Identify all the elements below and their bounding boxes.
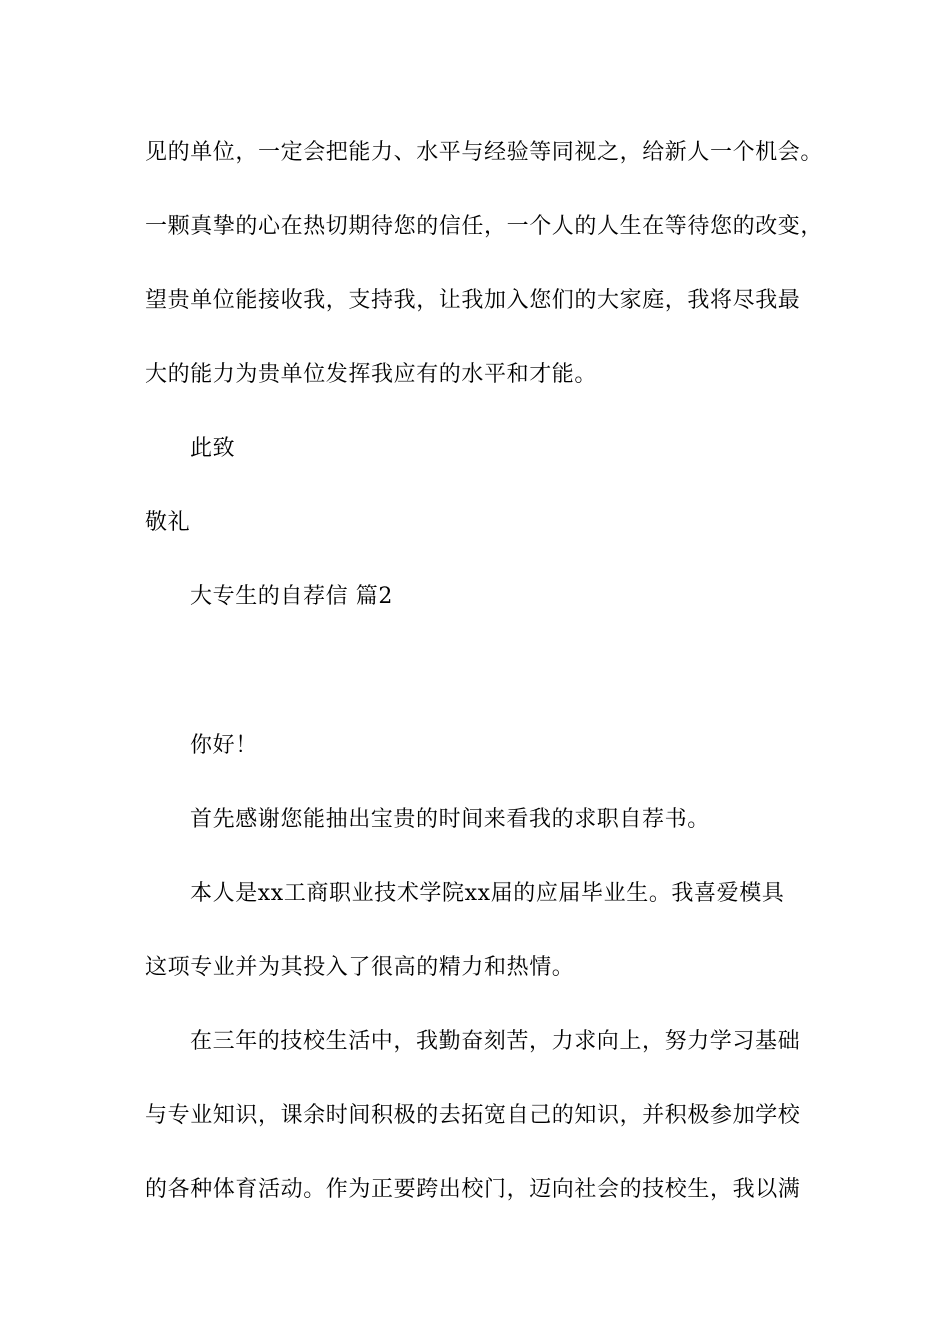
greeting: 你好！ <box>190 733 258 758</box>
paragraph-line: 一颗真挚的心在热切期待您的信任，一个人的人生在等待您的改变， <box>145 214 824 239</box>
paragraph-line: 这项专业并为其投入了很高的精力和热情。 <box>145 955 575 980</box>
paragraph-line: 大的能力为贵单位发挥我应有的水平和才能。 <box>145 362 598 387</box>
closing-salutation: 此致 <box>190 436 236 461</box>
paragraph-line: 见的单位，一定会把能力、水平与经验等同视之，给新人一个机会。 <box>145 140 824 165</box>
paragraph-line: 在三年的技校生活中，我勤奋刻苦，力求向上，努力学习基础 <box>190 1029 801 1054</box>
paragraph-line: 与专业知识，课余时间积极的去拓宽自己的知识，并积极参加学校 <box>145 1103 801 1128</box>
paragraph-line: 本人是xx工商职业技术学院xx届的应届毕业生。我喜爱模具 <box>190 881 785 906</box>
section-title: 大专生的自荐信 篇2 <box>190 584 393 609</box>
paragraph-line: 首先感谢您能抽出宝贵的时间来看我的求职自荐书。 <box>190 807 710 832</box>
paragraph-line: 望贵单位能接收我，支持我，让我加入您们的大家庭，我将尽我最 <box>145 288 801 313</box>
closing-regards: 敬礼 <box>145 510 191 535</box>
paragraph-line: 的各种体育活动。作为正要跨出校门，迈向社会的技校生，我以满 <box>145 1177 801 1202</box>
